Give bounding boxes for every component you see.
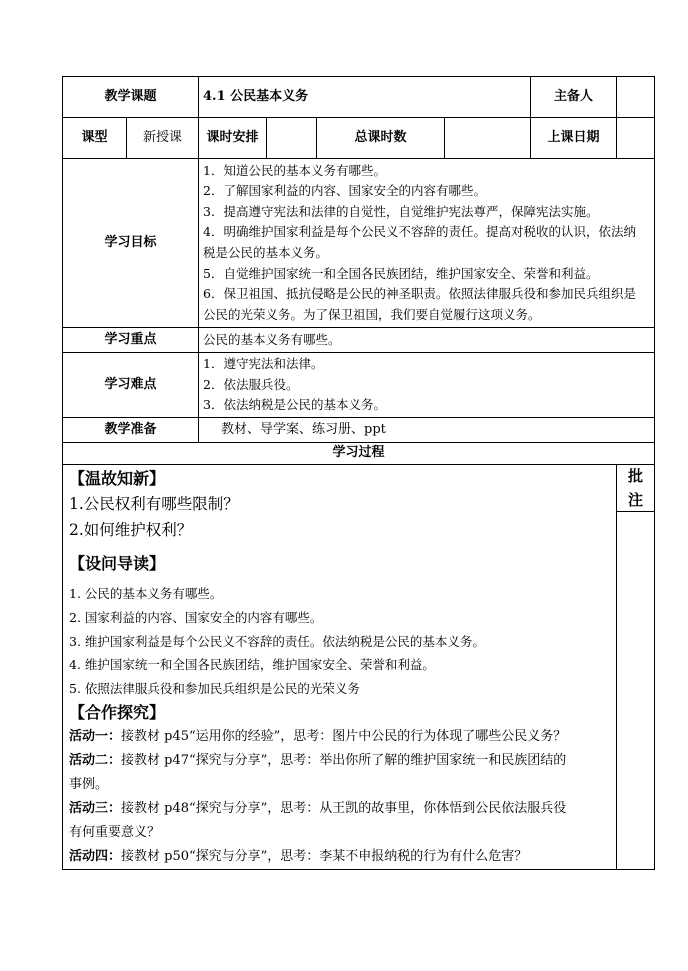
review-question: 1.公民权利有哪些限制？ bbox=[69, 495, 239, 513]
objective-item: 3．提高遵守宪法和法律的自觉性，自觉维护宪法尊严，保障宪法实施。 bbox=[203, 203, 599, 219]
difficulty-item: 1．遵守宪法和法律。 bbox=[203, 356, 324, 372]
guide-item: 5. 依照法律服兵役和参加民兵组织是公民的光荣义务 bbox=[69, 681, 360, 697]
review-heading: 【温故知新】 bbox=[69, 469, 166, 488]
date-label: 上课日期 bbox=[531, 118, 617, 159]
process-title: 学习过程 bbox=[63, 443, 655, 465]
preparation-text: 教材、导学案、练习册、ppt bbox=[199, 418, 655, 443]
objective-item: 公民的光荣义务。为了保卫祖国，我们要自觉履行这项义务。 bbox=[203, 306, 541, 322]
objective-item: 2．了解国家利益的内容、国家安全的内容有哪些。 bbox=[203, 183, 486, 199]
type-label: 课型 bbox=[63, 118, 127, 159]
lesson-plan-table bbox=[62, 76, 655, 870]
annotation-char: 批 bbox=[628, 467, 644, 485]
annotation-char: 注 bbox=[628, 491, 644, 509]
guide-item: 2. 国家利益的内容、国家安全的内容有哪些。 bbox=[69, 609, 323, 625]
coop-heading: 【合作探究】 bbox=[69, 702, 166, 722]
objectives-label: 学习目标 bbox=[63, 159, 199, 328]
schedule-value bbox=[267, 118, 317, 159]
activity-label: 活动二： bbox=[69, 752, 122, 768]
objective-item: 1．知道公民的基本义务有哪些。 bbox=[203, 162, 386, 178]
activity-text: 接教材 p48“探究与分享”，思考：从王凯的故事里，你体悟到公民依法服兵役 bbox=[121, 800, 567, 816]
date-value bbox=[617, 118, 655, 159]
key-points-text: 公民的基本义务有哪些。 bbox=[199, 328, 655, 353]
guide-item: 3. 维护国家利益是每个公民义不容辞的责任。依法纳税是公民的基本义务。 bbox=[69, 633, 485, 649]
annotation-header bbox=[617, 465, 654, 512]
difficulties-label: 学习难点 bbox=[63, 353, 199, 418]
objective-item: 4．明确维护国家利益是每个公民义不容辞的责任。提高对税收的认识，依法纳 bbox=[203, 224, 636, 240]
guide-heading: 【设问导读】 bbox=[69, 554, 166, 573]
total-value bbox=[445, 118, 531, 159]
review-question: 2.如何维护权利？ bbox=[69, 521, 193, 539]
key-points-label: 学习重点 bbox=[63, 328, 199, 353]
objectives-list bbox=[199, 159, 655, 328]
schedule-label: 课时安排 bbox=[199, 118, 267, 159]
activity-1 bbox=[69, 725, 610, 749]
guide-item: 1. 公民的基本义务有哪些。 bbox=[69, 586, 223, 601]
preparation-label: 教学准备 bbox=[63, 418, 199, 443]
activity-3 bbox=[69, 797, 610, 821]
objective-item: 5．自觉维护国家统一和全国各民族团结，维护国家安全、荣誉和利益。 bbox=[203, 265, 599, 281]
process-content bbox=[63, 465, 617, 870]
guide-item: 4. 维护国家统一和全国各民族团结，维护国家安全、荣誉和利益。 bbox=[69, 657, 435, 673]
type-value: 新授课 bbox=[127, 118, 199, 159]
activity-label: 活动四： bbox=[69, 848, 122, 864]
activity-4 bbox=[69, 845, 610, 869]
difficulties-list bbox=[199, 353, 655, 418]
activity-label: 活动一： bbox=[69, 728, 122, 744]
activity-3-continued: 有何重要意义？ bbox=[69, 824, 161, 840]
total-label: 总课时数 bbox=[317, 118, 445, 159]
activity-text: 接教材 p47“探究与分享”，思考：举出你所了解的维护国家统一和民族团结的 bbox=[121, 752, 567, 768]
activity-text: 接教材 p45“运用你的经验”，思考：图片中公民的行为体现了哪些公民义务？ bbox=[121, 728, 567, 744]
objective-item: 税是公民的基本义务。 bbox=[203, 245, 329, 260]
course-title: 4.1 公民基本义务 bbox=[199, 77, 531, 118]
annotation-column bbox=[617, 465, 655, 870]
objective-item: 6．保卫祖国、抵抗侵略是公民的神圣职责。依照法律服兵役和参加民兵组织是 bbox=[203, 286, 636, 302]
preparer-value bbox=[617, 77, 655, 118]
activity-2 bbox=[69, 749, 610, 773]
activity-label: 活动三： bbox=[69, 800, 122, 816]
difficulty-item: 2．依法服兵役。 bbox=[203, 376, 299, 392]
preparer-label: 主备人 bbox=[531, 77, 617, 118]
activity-2-continued: 事例。 bbox=[69, 776, 109, 792]
course-label: 教学课题 bbox=[63, 77, 199, 118]
difficulty-item: 3．依法纳税是公民的基本义务。 bbox=[203, 397, 386, 413]
activity-text: 接教材 p50“探究与分享”，思考：李某不申报纳税的行为有什么危害？ bbox=[121, 848, 528, 864]
